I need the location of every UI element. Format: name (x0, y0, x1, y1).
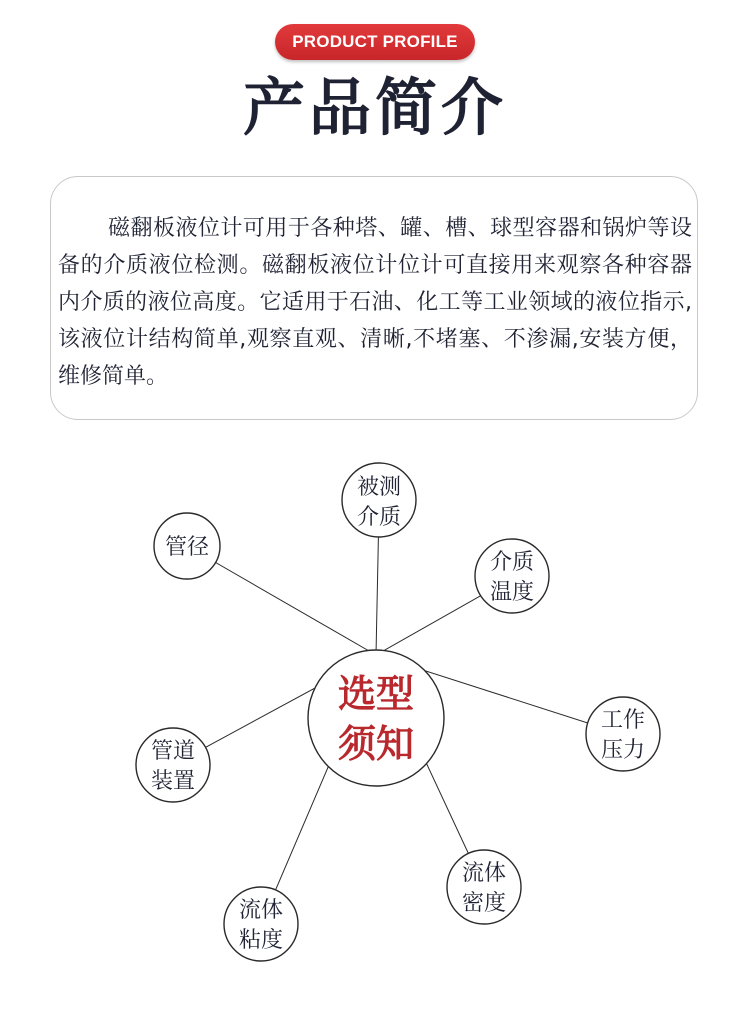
selection-diagram (0, 440, 750, 1027)
node-medium (342, 463, 416, 537)
node-density-line2: 密度 (461, 891, 507, 916)
node-medium-line2: 介质 (356, 505, 402, 530)
node-pipe-device-line1: 管道 (150, 739, 196, 764)
node-diameter-label: 管径 (164, 535, 210, 560)
node-temperature-line1: 介质 (489, 550, 535, 575)
node-pipe-device (136, 728, 210, 802)
product-profile-badge: PRODUCT PROFILE (275, 24, 475, 60)
node-density (447, 850, 521, 924)
node-viscosity-line2: 粘度 (238, 928, 284, 953)
node-temperature (475, 539, 549, 613)
node-density-line1: 流体 (461, 861, 507, 886)
center-hub (308, 650, 444, 786)
node-pipe-device-line2: 装置 (150, 769, 196, 794)
page-title: 产品简介 (242, 71, 507, 144)
node-pressure-line1: 工作 (600, 708, 646, 733)
node-pressure (586, 697, 660, 771)
center-label-line1: 选型 (337, 672, 415, 716)
intro-paragraph: 磁翻板液位计可用于各种塔、罐、槽、球型容器和锅炉等设备的介质液位检测。磁翻板液位计位计可直接用来观察各种容器内介质的液位高度。它适用于石油、化工等工业领域的液位指示,该液位计结构简单,观察直观、清晰,不堵塞、不渗漏,安装方便，维修简单。 (58, 216, 692, 389)
node-viscosity-line1: 流体 (238, 898, 284, 923)
node-pressure-line2: 压力 (600, 738, 646, 763)
center-label-line2: 须知 (337, 722, 415, 766)
node-medium-line1: 被测 (356, 475, 402, 500)
node-viscosity (224, 887, 298, 961)
node-temperature-line2: 温度 (489, 580, 535, 605)
node-diameter (154, 513, 220, 579)
